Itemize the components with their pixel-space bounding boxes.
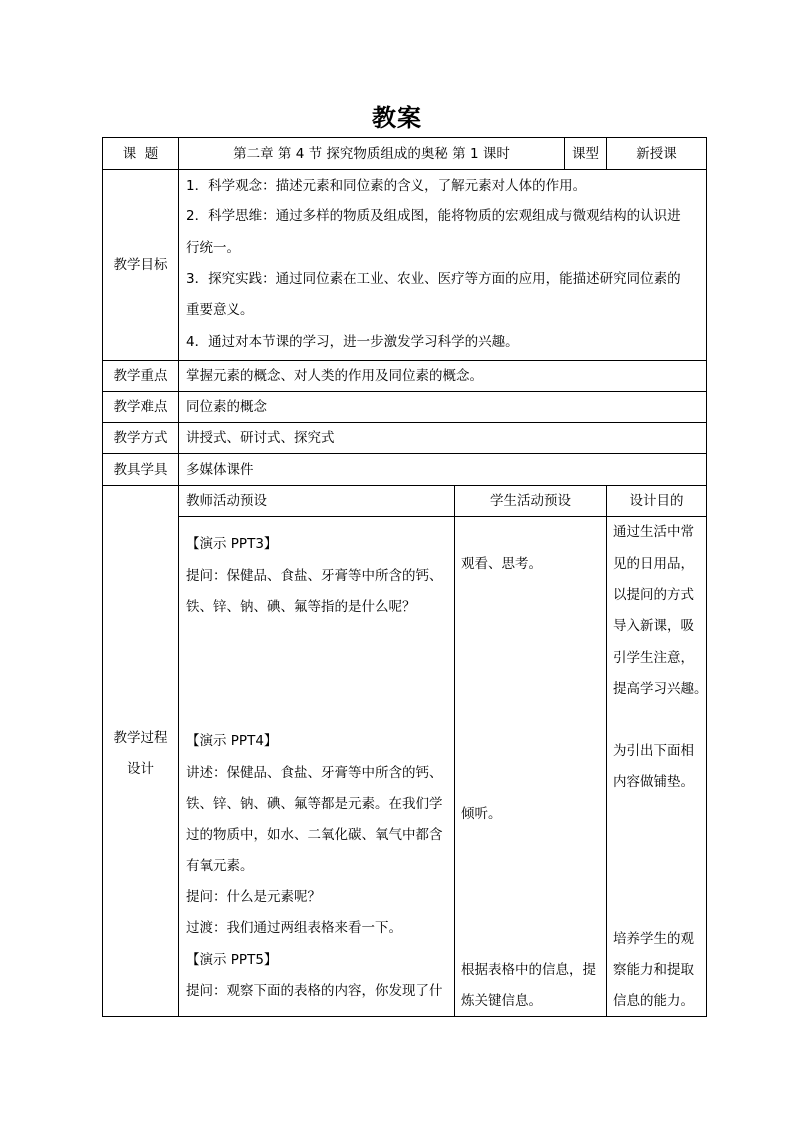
key-points-value: 掌握元素的概念、对人类的作用及同位素的概念。 <box>186 368 483 384</box>
process-label: 教学过程 <box>113 730 168 746</box>
difficulties-label: 教学难点 <box>113 399 168 415</box>
teacher-activity-line: 提问：观察下面的表格的内容，你发现了什 <box>186 983 443 999</box>
key-points-label: 教学重点 <box>113 368 168 384</box>
table-rule <box>102 1016 707 1017</box>
column-header-teacher: 教师活动预设 <box>186 493 267 509</box>
purpose-line: 通过生活中常 <box>613 524 694 540</box>
teacher-activity-line: 讲述：保健品、食盐、牙膏等中所含的钙、 <box>186 765 443 781</box>
process-label: 设计 <box>127 761 154 777</box>
student-activity-line: 观看、思考。 <box>461 556 542 572</box>
teacher-activity-line: 提问：保健品、食盐、牙膏等中所含的钙、 <box>186 568 443 584</box>
column-header-purpose: 设计目的 <box>629 493 684 509</box>
student-activity-line: 炼关键信息。 <box>461 993 542 1009</box>
teacher-activity-line: 【演示 PPT5】 <box>186 952 278 968</box>
table-rule <box>102 169 707 170</box>
objectives-label: 教学目标 <box>113 257 168 273</box>
type-label: 课型 <box>572 145 599 162</box>
purpose-line: 察能力和提取 <box>613 962 694 978</box>
purpose-line: 见的日用品， <box>613 556 694 572</box>
teacher-activity-line: 【演示 PPT3】 <box>186 536 278 552</box>
teacher-activity-line: 提问：什么是元素呢？ <box>186 889 321 905</box>
table-rule <box>178 516 707 517</box>
purpose-line: 提高学习兴趣。 <box>613 681 708 697</box>
tools-label: 教具学具 <box>113 461 168 478</box>
teacher-activity-line: 【演示 PPT4】 <box>186 733 278 749</box>
teacher-activity-line: 有氧元素。 <box>186 858 254 874</box>
teacher-activity-line: 过的物质中，如水、二氧化碳、氧气中都含 <box>186 827 443 843</box>
table-rule <box>606 485 607 1017</box>
teacher-activity-line: 过渡：我们通过两组表格来看一下。 <box>186 920 402 936</box>
purpose-line: 导入新课，吸 <box>613 618 694 634</box>
student-activity-line: 倾听。 <box>461 806 502 822</box>
purpose-line: 以提问的方式 <box>613 587 694 603</box>
difficulties-value: 同位素的概念 <box>186 399 267 415</box>
purpose-line: 内容做铺垫。 <box>613 774 694 790</box>
objective-line: 3．探究实践：通过同位素在工业、农业、医疗等方面的应用，能描述研究同位素的 <box>186 271 681 287</box>
objective-line: 重要意义。 <box>186 302 254 318</box>
topic-value: 第二章 第 4 节 探究物质组成的奥秘 第 1 课时 <box>233 145 510 162</box>
method-label: 教学方式 <box>113 430 168 446</box>
purpose-line: 培养学生的观 <box>613 931 694 947</box>
type-value: 新授课 <box>636 145 677 162</box>
table-rule <box>178 137 179 1017</box>
objective-line: 2．科学思维：通过多样的物质及组成图，能将物质的宏观组成与微观结构的认识进 <box>186 208 681 224</box>
objective-line: 行统一。 <box>186 240 240 256</box>
purpose-line: 引学生注意， <box>613 650 694 666</box>
student-activity-line: 根据表格中的信息，提 <box>461 962 596 978</box>
teacher-activity-line: 铁、锌、钠、碘、氟等指的是什么呢？ <box>186 599 416 615</box>
document-title: 教案 <box>372 104 422 132</box>
topic-label: 课 题 <box>122 145 159 162</box>
method-value: 讲授式、研讨式、探究式 <box>186 430 335 446</box>
tools-value: 多媒体课件 <box>186 461 254 478</box>
purpose-line: 信息的能力。 <box>613 993 694 1009</box>
objective-line: 1．科学观念：描述元素和同位素的含义，了解元素对人体的作用。 <box>186 178 587 194</box>
teacher-activity-line: 铁、锌、钠、碘、氟等都是元素。在我们学 <box>186 796 443 812</box>
column-header-student: 学生活动预设 <box>490 493 571 509</box>
table-rule <box>454 485 455 1017</box>
purpose-line: 为引出下面相 <box>613 743 694 759</box>
table-rule <box>706 137 707 1017</box>
objective-line: 4．通过对本节课的学习，进一步激发学习科学的兴趣。 <box>186 334 519 350</box>
